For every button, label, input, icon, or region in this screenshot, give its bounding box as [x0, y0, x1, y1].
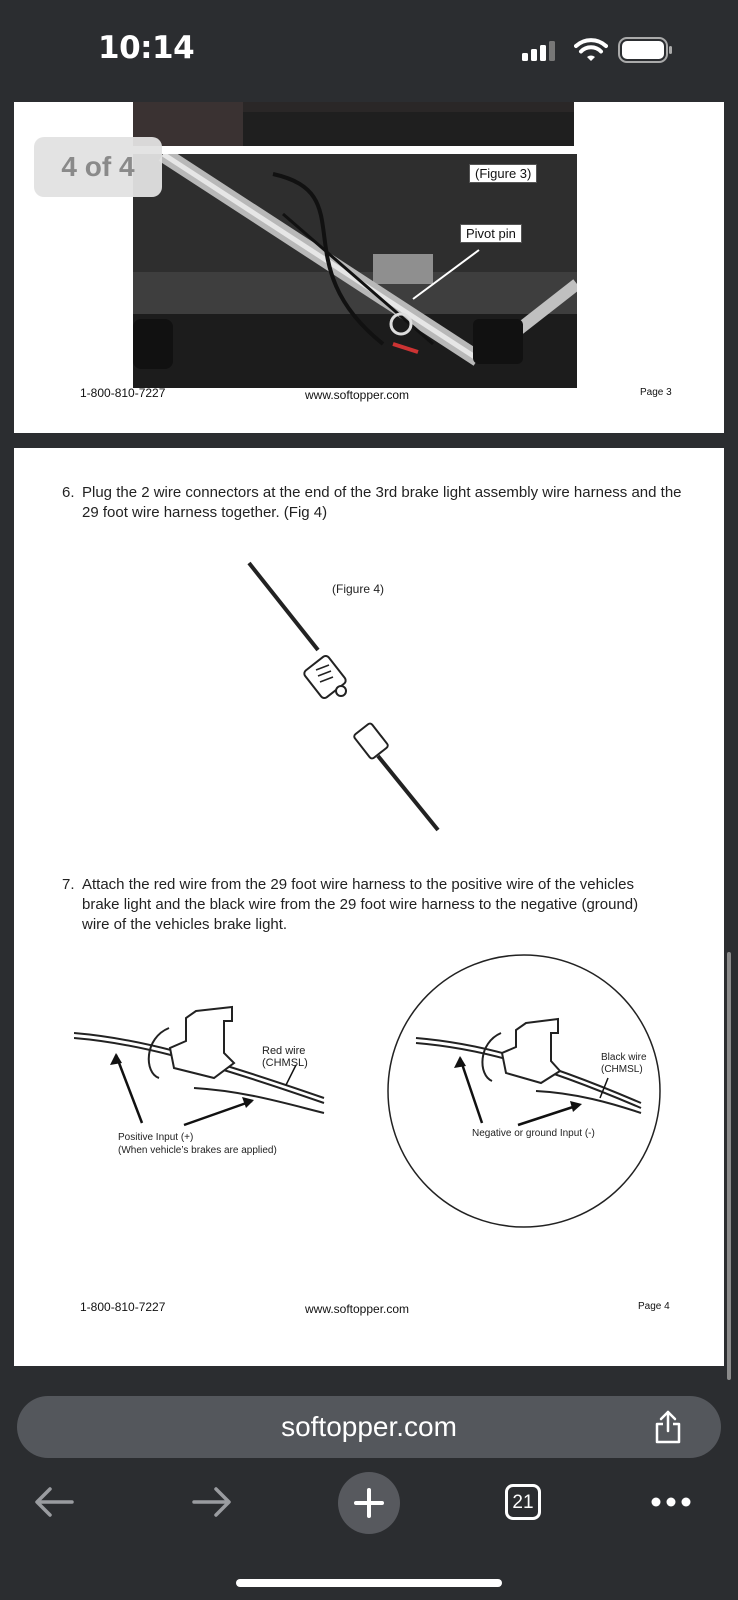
positive-input-label: [118, 1131, 277, 1157]
red-wire-label-line2: (CHMSL): [262, 1057, 308, 1069]
step-7-text: Attach the red wire from the 29 foot wire harness to the positive wire of the vehicles brake light and the black wire from the 29 foot wire harness to the negative (ground) wire of the vehicles brake light.: [82, 876, 639, 933]
figure-2-photo-bottom: [133, 102, 574, 146]
page3-website: www.softopper.com: [305, 388, 410, 402]
pivot-pin-label: Pivot pin: [460, 224, 522, 243]
tabs-button[interactable]: 21: [505, 1484, 541, 1520]
pdf-page-4: [14, 448, 724, 1366]
page3-page-number: Page 3: [640, 387, 672, 398]
browser-toolbar: [0, 1470, 738, 1570]
red-wire-label: [262, 1045, 308, 1069]
home-indicator[interactable]: [236, 1579, 502, 1587]
page4-page-number: Page 4: [638, 1301, 670, 1312]
new-tab-button[interactable]: [338, 1472, 400, 1534]
figure-4-label: (Figure 4): [332, 582, 385, 596]
step-6: [62, 483, 692, 523]
figure-3-photo: [133, 154, 577, 388]
share-icon[interactable]: [653, 1410, 683, 1444]
page3-phone: 1-800-810-7227: [80, 386, 166, 400]
more-icon[interactable]: [650, 1496, 692, 1508]
page-indicator: 4 of 4: [34, 137, 162, 197]
figure-3-label: (Figure 3): [469, 164, 537, 183]
forward-icon[interactable]: [192, 1486, 232, 1518]
black-wire-label-line2: (CHMSL): [601, 1064, 643, 1075]
page4-phone: 1-800-810-7227: [80, 1300, 166, 1314]
status-time: 10:14: [98, 30, 195, 66]
red-wire-label-line1: Red wire: [262, 1045, 306, 1057]
black-wire-diagram: [386, 953, 662, 1229]
back-icon[interactable]: [34, 1486, 74, 1518]
wifi-icon: [574, 38, 608, 62]
step-6-number: 6.: [62, 484, 75, 501]
step-7: [62, 875, 662, 935]
scrollbar[interactable]: [727, 952, 731, 1380]
address-bar[interactable]: [17, 1396, 721, 1458]
black-wire-label-line1: Black wire: [601, 1052, 647, 1063]
battery-icon: [618, 36, 674, 64]
page4-website: www.softopper.com: [305, 1302, 410, 1316]
positive-input-label-line1: Positive Input (+): [118, 1132, 194, 1143]
step-7-number: 7.: [62, 876, 75, 893]
url-text: softopper.com: [281, 1411, 457, 1442]
status-bar: [0, 0, 738, 102]
step-6-text: Plug the 2 wire connectors at the end of the 3rd brake light assembly wire harness and the 29 foot wire harness together. (Fig 4): [82, 484, 682, 521]
negative-input-label: Negative or ground Input (-): [472, 1128, 595, 1139]
black-wire-label: [601, 1052, 647, 1076]
figure-4-connectors: [234, 558, 454, 838]
cellular-signal-icon: [522, 40, 562, 62]
positive-input-label-line2: (When vehicle’s brakes are applied): [118, 1145, 277, 1156]
